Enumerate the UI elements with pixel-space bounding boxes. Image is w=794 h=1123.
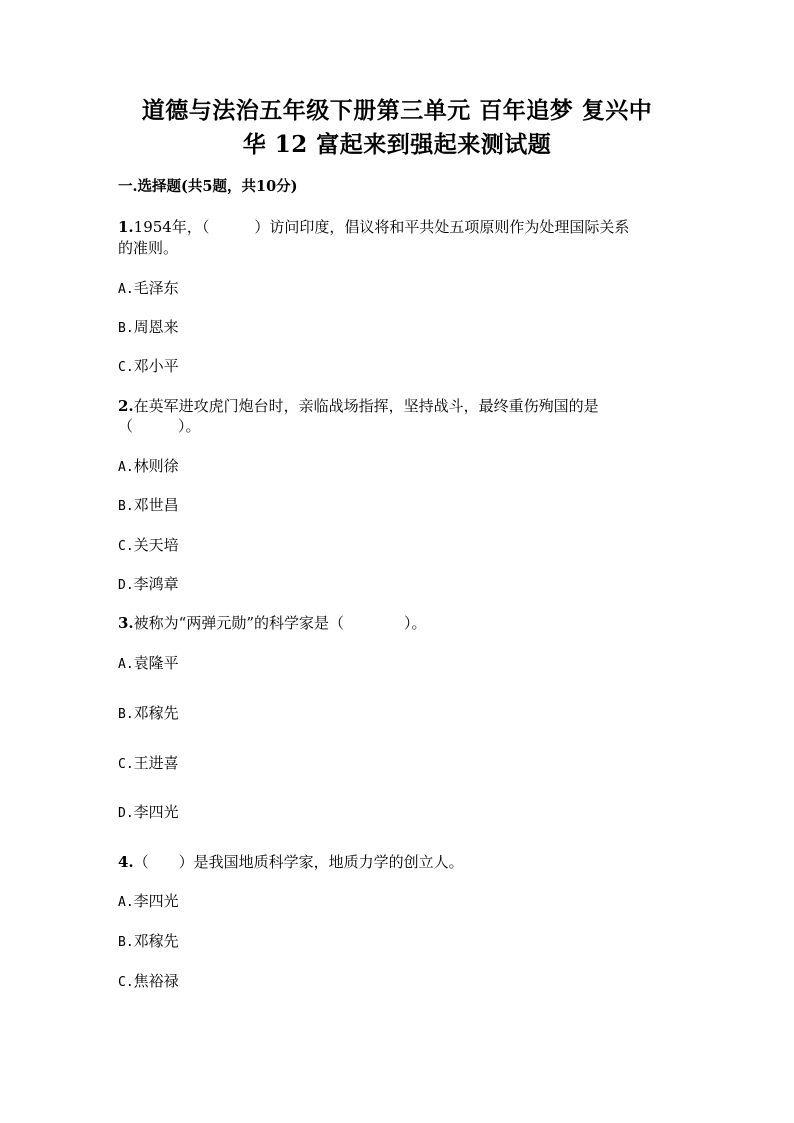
- question-1-line-2: 的准则。: [118, 239, 179, 257]
- page-title-line-1: 道德与法治五年级下册第三单元 百年追梦 复兴中: [141, 97, 653, 124]
- option-letter: A.: [118, 657, 134, 672]
- option-letter: A.: [118, 282, 134, 297]
- section-heading: 一.选择题(共5题，共10分): [118, 178, 298, 195]
- question-1-number: 1.: [118, 218, 134, 236]
- question-2-line-1: 在英军进攻虎门炮台时，亲临战场指挥，坚持战斗，最终重伤殉国的是: [133, 397, 599, 415]
- question-2-option-a: [118, 456, 179, 478]
- option-text: 关天培: [133, 536, 179, 554]
- option-text: 邓稼先: [133, 704, 179, 722]
- question-2-option-d: [118, 574, 179, 596]
- option-text: 李鸿章: [133, 575, 179, 593]
- option-text: 邓小平: [133, 357, 179, 375]
- question-2-option-b: [118, 495, 179, 517]
- question-3-line-1: 被称为“两弹元勋”的科学家是（ ）。: [133, 614, 427, 632]
- page-title-line-2: 华 12 富起来到强起来测试题: [242, 131, 552, 158]
- option-text: 王进喜: [133, 754, 179, 772]
- question-3-option-a: [118, 653, 179, 675]
- question-4-option-a: [118, 891, 179, 913]
- question-4-option-b: [118, 931, 179, 953]
- question-4-line-1: （ ）是我国地质科学家，地质力学的创立人。: [133, 853, 464, 871]
- option-text: 李四光: [133, 892, 179, 910]
- question-3-option-d: [118, 802, 179, 824]
- question-2-line-2: （ ）。: [118, 417, 201, 435]
- option-text: 袁隆平: [133, 654, 179, 672]
- question-3-number: 3.: [118, 614, 134, 632]
- question-1-option-a: [118, 278, 179, 300]
- option-letter: B.: [118, 935, 134, 950]
- question-3-text: [118, 613, 427, 634]
- option-letter: C.: [118, 539, 134, 554]
- option-text: 焦裕禄: [133, 972, 179, 990]
- question-2-text: [118, 396, 599, 417]
- option-letter: B.: [118, 499, 134, 514]
- option-letter: B.: [118, 321, 134, 336]
- question-1-option-c: [118, 356, 179, 378]
- option-letter: D.: [118, 806, 134, 821]
- option-letter: A.: [118, 895, 134, 910]
- option-letter: C.: [118, 975, 134, 990]
- option-letter: D.: [118, 578, 134, 593]
- question-2-number: 2.: [118, 397, 134, 415]
- option-letter: B.: [118, 707, 134, 722]
- option-text: 周恩来: [133, 318, 179, 336]
- question-1-option-b: [118, 317, 179, 339]
- option-text: 李四光: [133, 803, 179, 821]
- question-4-number: 4.: [118, 853, 134, 871]
- option-text: 林则徐: [133, 457, 179, 475]
- option-letter: C.: [118, 360, 134, 375]
- question-4-option-c: [118, 971, 179, 993]
- question-4-text: [118, 852, 464, 873]
- option-text: 毛泽东: [133, 279, 179, 297]
- option-text: 邓稼先: [133, 932, 179, 950]
- option-letter: A.: [118, 460, 134, 475]
- question-3-option-c: [118, 753, 179, 775]
- question-1-line-1: 1954年，（ ）访问印度，倡议将和平共处五项原则作为处理国际关系: [133, 218, 630, 236]
- question-2-option-c: [118, 535, 179, 557]
- option-text: 邓世昌: [133, 496, 179, 514]
- option-letter: C.: [118, 757, 134, 772]
- question-3-option-b: [118, 703, 179, 725]
- question-1-text: [118, 217, 629, 238]
